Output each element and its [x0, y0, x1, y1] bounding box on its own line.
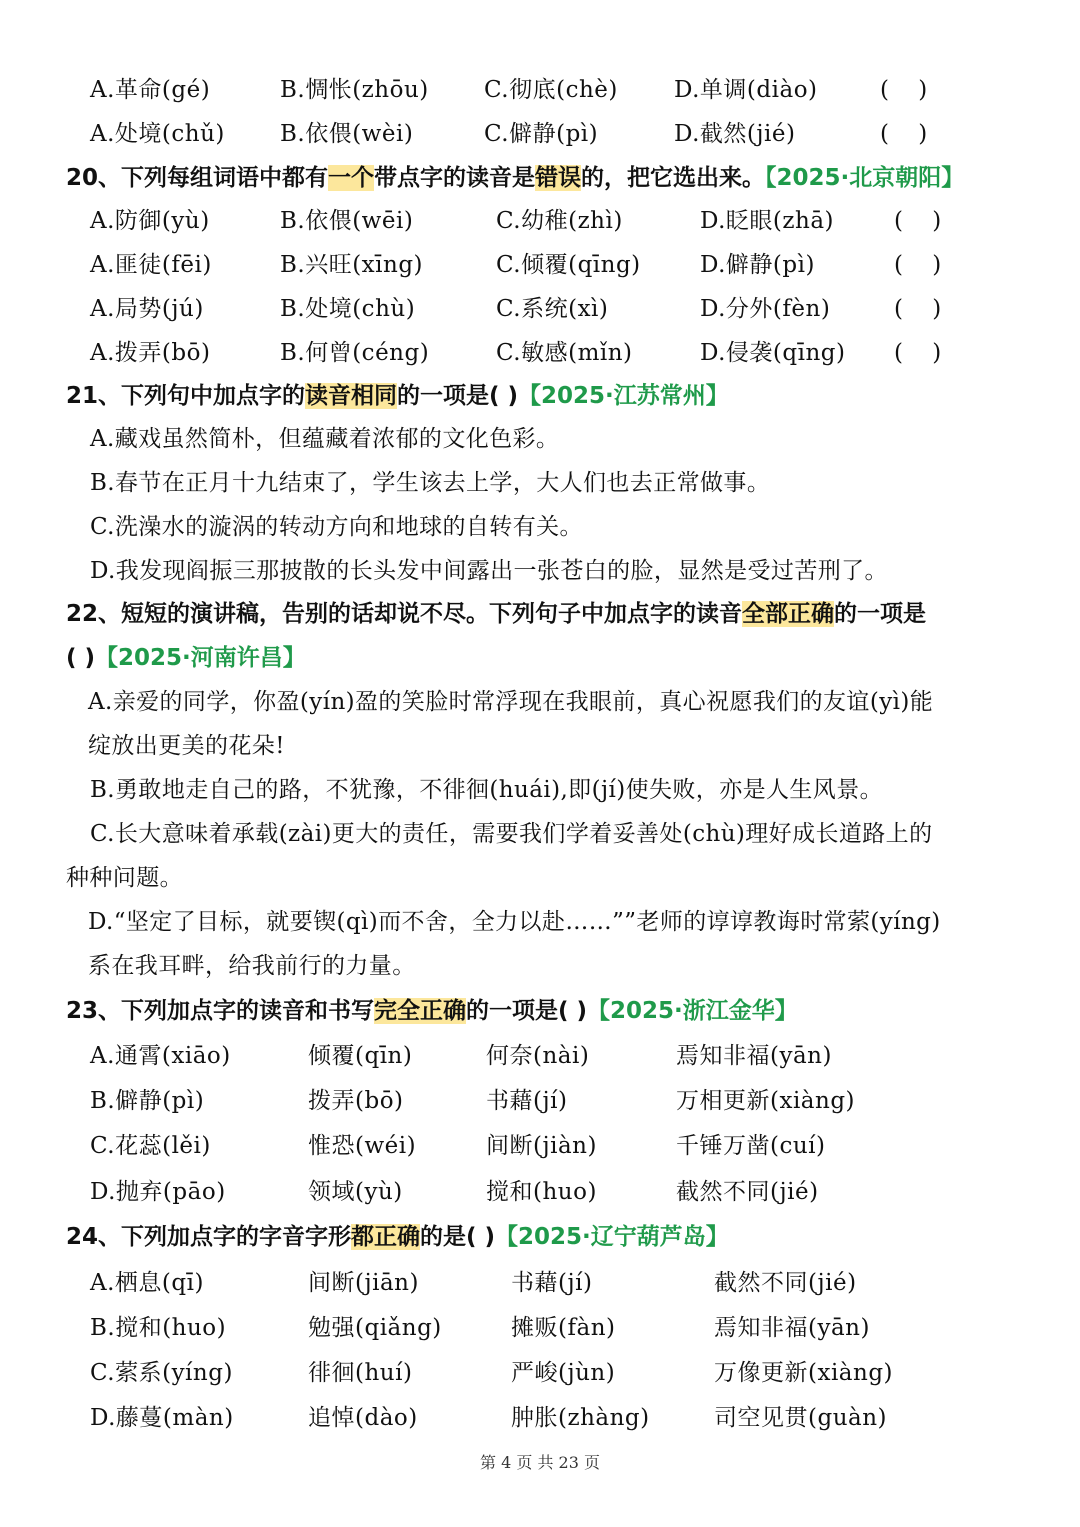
highlight: 都正确 — [351, 1224, 421, 1250]
option-row — [0, 333, 1080, 373]
stem-text: 的是( ) — [420, 1224, 496, 1250]
source-tag: 【2025·河南许昌】 — [95, 645, 306, 671]
answer-blank[interactable]: ( ) — [894, 208, 942, 234]
option-c-cont: 种种问题。 — [66, 865, 183, 891]
stem-text: 短短的演讲稿，告别的话却说不尽。下列句子中加点字的读音 — [121, 601, 743, 627]
answer-blank[interactable]: ( ) — [66, 645, 96, 671]
option-c: C.敏感(mǐn) — [496, 340, 633, 366]
option-item: 惟恐(wéi) — [308, 1133, 417, 1159]
option-a: A.匪徒(fēi) — [90, 252, 212, 278]
option-d: D.截然(jié) — [674, 121, 796, 147]
question-22-stem — [66, 593, 926, 635]
option-b: B.春节在正月十九结束了，学生该去上学，大人们也去正常做事。 — [90, 470, 771, 496]
question-number: 20、 — [66, 165, 122, 191]
option-row — [0, 1036, 1080, 1076]
option-item: B.搅和(huo) — [90, 1315, 227, 1341]
option-d: D.分外(fèn) — [700, 296, 831, 322]
question-number: 21、 — [66, 383, 122, 409]
option-b: B.何曾(céng) — [280, 340, 430, 366]
highlight: 读音相同 — [305, 383, 398, 409]
option-c: C.系统(xì) — [496, 296, 609, 322]
option-item: 间断(jiān) — [308, 1270, 419, 1296]
option-row — [0, 201, 1080, 241]
stem-text: 的一项是( ) — [397, 383, 519, 409]
option-item: 追悼(dào) — [308, 1405, 418, 1431]
option-item: B.僻静(pì) — [90, 1088, 205, 1114]
source-tag: 【2025·北京朝阳】 — [765, 165, 965, 191]
option-item: 书藉(jí) — [511, 1270, 593, 1296]
option-d: D.“坚定了目标，就要锲(qì)而不舍，全力以赴……””老师的谆谆教诲时常萦(yíng) — [88, 909, 941, 935]
answer-blank[interactable]: ( ) — [894, 296, 942, 322]
answer-blank[interactable]: ( ) — [894, 252, 942, 278]
option-item: D.藤蔓(màn) — [90, 1405, 234, 1431]
option-d: D.眨眼(zhā) — [700, 208, 835, 234]
question-24-stem — [66, 1216, 729, 1258]
option-item: 焉知非福(yān) — [676, 1043, 832, 1069]
stem-text: 的一项是 — [834, 601, 927, 627]
option-a: A.处境(chǔ) — [90, 121, 225, 147]
option-item: D.抛弃(pāo) — [90, 1179, 226, 1205]
stem-text: 下列加点字的读音和书写 — [121, 998, 375, 1024]
question-23-stem — [66, 990, 798, 1032]
question-number: 23、 — [66, 998, 122, 1024]
option-item: 拨弄(bō) — [308, 1088, 404, 1114]
answer-blank[interactable]: ( ) — [894, 340, 942, 366]
option-b: B.处境(chù) — [280, 296, 416, 322]
question-number: 24、 — [66, 1224, 122, 1250]
option-item: 领域(yù) — [308, 1179, 403, 1205]
option-a: A.藏戏虽然简朴，但蕴藏着浓郁的文化色彩。 — [90, 426, 560, 452]
option-a: A.防御(yù) — [90, 208, 210, 234]
option-item: 何奈(nài) — [486, 1043, 590, 1069]
option-d-cont: 系在我耳畔，给我前行的力量。 — [88, 953, 416, 979]
option-item: 徘徊(huí) — [308, 1360, 413, 1386]
option-item: 书藉(jí) — [486, 1088, 568, 1114]
stem-text: 下列加点字的字音字形 — [121, 1224, 352, 1250]
option-item: C.萦系(yíng) — [90, 1360, 233, 1386]
option-item: A.栖息(qī) — [90, 1270, 204, 1296]
option-a: A.拨弄(bō) — [90, 340, 211, 366]
stem-text: 带点字的读音是 — [374, 165, 536, 191]
option-row — [0, 1398, 1080, 1438]
highlight: 一个 — [328, 165, 375, 191]
stem-text: 下列句中加点字的 — [121, 383, 306, 409]
page-footer: 第 4 页 共 23 页 — [480, 1453, 600, 1472]
option-a-cont: 绽放出更美的花朵! — [88, 733, 285, 759]
option-c: C.倾覆(qīng) — [496, 252, 641, 278]
option-c: C.长大意味着承载(zài)更大的责任，需要我们学着妥善处(chù)理好成长道路上的 — [90, 821, 933, 847]
option-c: C.洗澡水的漩涡的转动方向和地球的自转有关。 — [90, 514, 583, 540]
option-row — [0, 1081, 1080, 1121]
option-item: 司空见贯(guàn) — [714, 1405, 888, 1431]
option-d: D.侵袭(qīng) — [700, 340, 846, 366]
option-d: D.僻静(pì) — [700, 252, 815, 278]
answer-blank[interactable]: ( ) — [880, 121, 928, 147]
highlight: 全部正确 — [742, 601, 835, 627]
option-item: 勉强(qiǎng) — [308, 1315, 442, 1341]
stem-text: 的，把它选出来。 — [581, 165, 766, 191]
option-a: A.局势(jú) — [90, 296, 204, 322]
highlight: 完全正确 — [374, 998, 467, 1024]
option-a: A.亲爱的同学，你盈(yín)盈的笑脸时常浮现在我眼前，真心祝愿我们的友谊(yì)能 — [88, 689, 934, 715]
option-c: C.幼稚(zhì) — [496, 208, 623, 234]
option-row — [0, 1263, 1080, 1303]
option-item: 间断(jiàn) — [486, 1133, 597, 1159]
option-c: C.彻底(chè) — [484, 77, 618, 103]
question-20-stem — [66, 157, 964, 199]
source-tag: 【2025·浙江金华】 — [587, 998, 798, 1024]
option-item: 截然不同(jié) — [676, 1179, 819, 1205]
option-c: C.僻静(pì) — [484, 121, 599, 147]
source-tag: 【2025·辽宁葫芦岛】 — [495, 1224, 729, 1250]
option-item: 倾覆(qīn) — [308, 1043, 413, 1069]
question-number: 22、 — [66, 601, 122, 627]
option-b: B.兴旺(xīng) — [280, 252, 424, 278]
option-b: B.依偎(wēi) — [280, 208, 414, 234]
option-d: D.单调(diào) — [674, 77, 818, 103]
option-row — [0, 1126, 1080, 1166]
option-item: 摊贩(fàn) — [511, 1315, 616, 1341]
answer-blank[interactable]: ( ) — [880, 77, 928, 103]
option-item: 肿胀(zhàng) — [511, 1405, 650, 1431]
option-item: 万相更新(xiàng) — [676, 1088, 856, 1114]
source-tag: 【2025·江苏常州】 — [518, 383, 729, 409]
option-row — [0, 289, 1080, 329]
highlight: 错误 — [535, 165, 582, 191]
question-22-stem-cont — [66, 637, 306, 679]
option-item: 搅和(huo) — [486, 1179, 597, 1205]
option-d: D.我发现阎振三那披散的长头发中间露出一张苍白的脸，显然是受过苦刑了。 — [90, 558, 888, 584]
option-item: A.通霄(xiāo) — [90, 1043, 231, 1069]
option-item: 万像更新(xiàng) — [714, 1360, 894, 1386]
stem-text: 的一项是( ) — [466, 998, 588, 1024]
option-row — [0, 114, 1080, 154]
stem-text: 下列每组词语中都有 — [121, 165, 329, 191]
option-item: 截然不同(jié) — [714, 1270, 857, 1296]
option-row — [0, 1308, 1080, 1348]
option-item: 千锤万凿(cuí) — [676, 1133, 826, 1159]
option-item: C.花蕊(lěi) — [90, 1133, 211, 1159]
option-row — [0, 70, 1080, 110]
option-item: 焉知非福(yān) — [714, 1315, 870, 1341]
option-row — [0, 1353, 1080, 1393]
option-row — [0, 245, 1080, 285]
option-b: B.依偎(wèi) — [280, 121, 414, 147]
option-row — [0, 1172, 1080, 1212]
option-b: B.惆怅(zhōu) — [280, 77, 429, 103]
option-b: B.勇敢地走自己的路，不犹豫，不徘徊(huái),即(jí)使失败，亦是人生风景。 — [90, 777, 883, 803]
question-21-stem — [66, 375, 729, 417]
option-item: 严峻(jùn) — [511, 1360, 616, 1386]
option-a: A.革命(gé) — [90, 77, 211, 103]
